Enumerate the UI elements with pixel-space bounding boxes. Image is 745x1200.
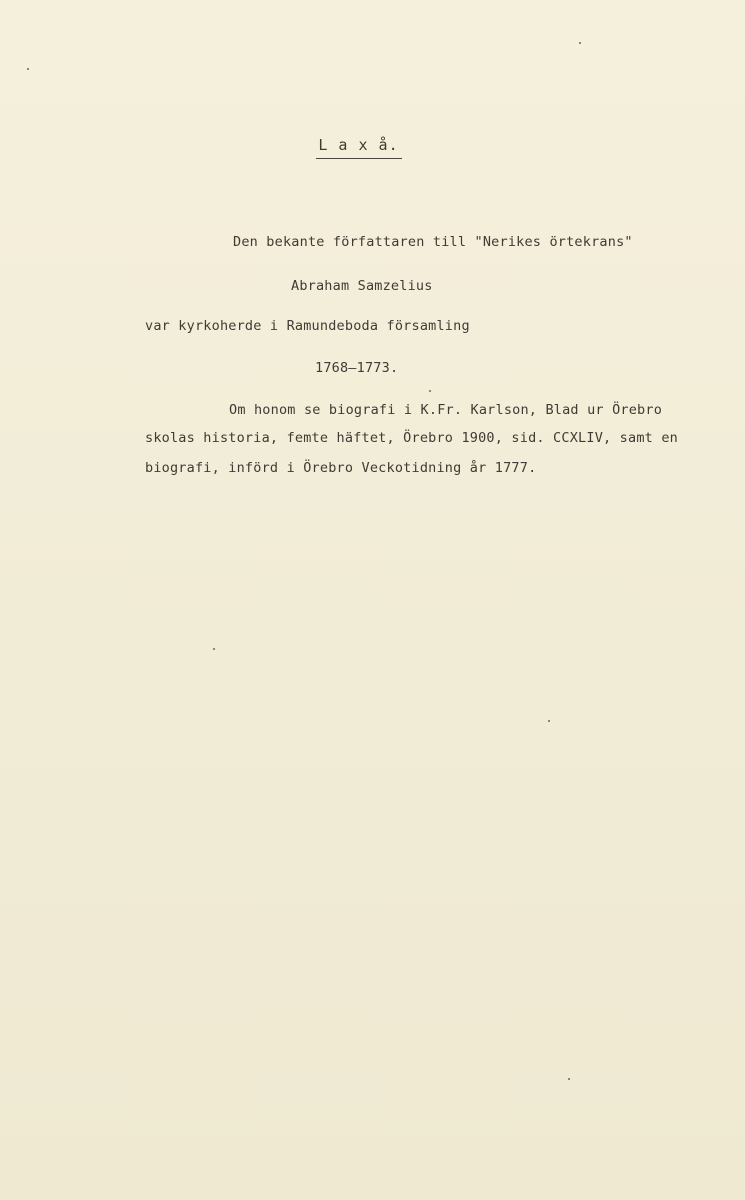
text-line-position: var kyrkoherde i Ramundeboda församling <box>145 318 470 334</box>
title-underline <box>316 158 402 159</box>
text-line-reference-3: biografi, införd i Örebro Veckotidning år 1777. <box>145 460 537 476</box>
text-line-reference-2: skolas historia, femte häftet, Örebro 1900, sid. CCXLIV, samt en <box>145 430 678 446</box>
paper-speck <box>568 1078 570 1080</box>
text-line-name: Abraham Samzelius <box>291 278 433 294</box>
paper-speck <box>548 720 550 722</box>
paper-speck <box>213 648 215 650</box>
document-title: L a x å. <box>318 136 399 154</box>
paper-speck <box>27 68 29 70</box>
paper-speck <box>579 42 581 44</box>
text-line-intro: Den bekante författaren till "Nerikes örtekrans" <box>233 234 633 250</box>
paper-speck <box>429 390 431 392</box>
text-line-years: 1768–1773. <box>315 360 399 376</box>
text-line-reference-1: Om honom se biografi i K.Fr. Karlson, Blad ur Örebro <box>229 402 663 418</box>
